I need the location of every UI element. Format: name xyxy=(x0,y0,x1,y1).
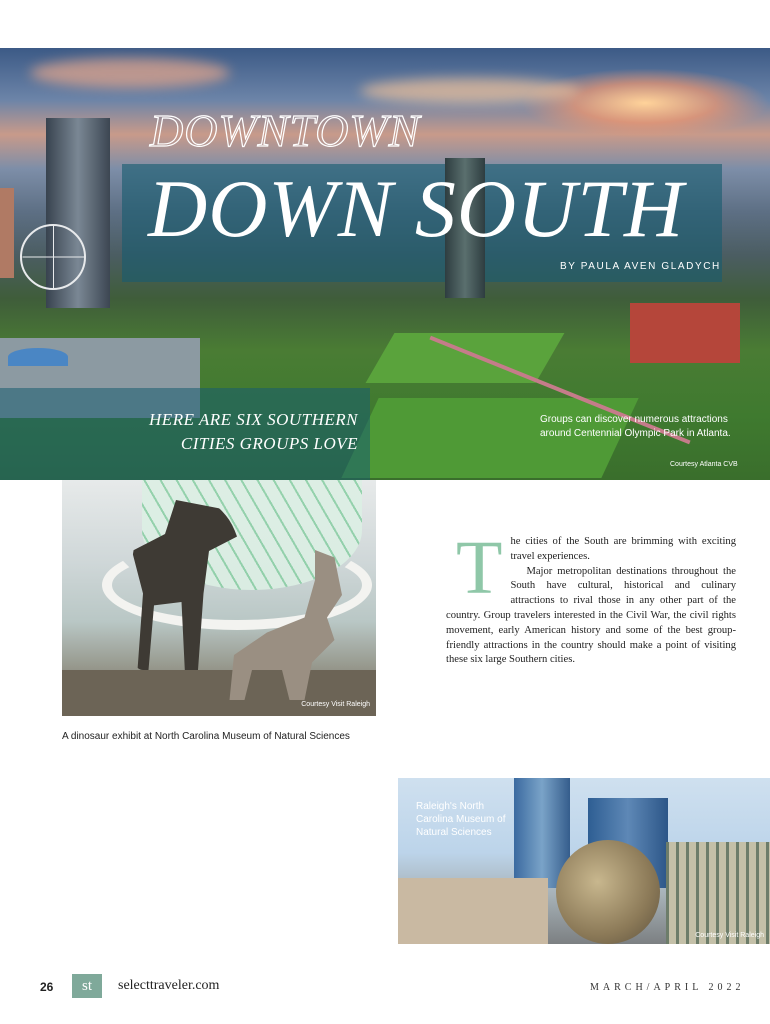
globe-sculpture xyxy=(556,840,660,944)
stone-building xyxy=(398,878,548,944)
article-body xyxy=(446,526,736,668)
dinosaur-photo-credit: Courtesy Visit Raleigh xyxy=(301,701,370,708)
park-lawn xyxy=(366,333,565,383)
byline: BY PAULA AVEN GLADYCH xyxy=(560,261,721,272)
headline-kicker: DOWNTOWN xyxy=(150,105,421,156)
headline: DOWN SOUTH xyxy=(148,163,685,254)
article-paragraph: he cities of the South are brimming with exciting travel experiences. xyxy=(510,536,736,562)
blue-dome xyxy=(8,348,68,366)
issue-date: MARCH/APRIL 2022 xyxy=(590,982,745,993)
deck: HERE ARE SIX SOUTHERN CITIES GROUPS LOVE xyxy=(149,410,358,453)
museum-building-photo xyxy=(398,778,770,944)
hero-photo xyxy=(0,48,770,480)
drop-cap: T xyxy=(456,526,503,610)
ferris-wheel xyxy=(20,224,86,290)
article-paragraph: Major metropolitan destinations throughout the South have cultural, historical and culinary attractions to rival those in any other part of the country. Group travelers interested in the Civil War, the civil rights movement, early American history and some of the best group-friendly attractions in the country should make a point of visiting these six large Southern cities. xyxy=(446,565,736,666)
dinosaur-photo xyxy=(62,480,376,716)
museum-photo-credit: Courtesy Visit Raleigh xyxy=(695,932,764,939)
hero-caption: Groups can discover numerous attractions around Centennial Olympic Park in Atlanta. xyxy=(540,414,731,439)
page-number: 26 xyxy=(40,980,54,994)
exhibit-floor xyxy=(62,670,376,716)
dinosaur-photo-caption: A dinosaur exhibit at North Carolina Museum of Natural Sciences xyxy=(62,731,350,742)
sunset-glow xyxy=(520,68,770,138)
museum-photo-caption: Raleigh's North Carolina Museum of Natural Sciences xyxy=(416,801,506,838)
cloud xyxy=(30,58,230,88)
building xyxy=(0,188,14,278)
cloud xyxy=(360,78,580,104)
website-url: selecttraveler.com xyxy=(118,978,220,993)
modern-facade xyxy=(666,842,770,944)
brick-building xyxy=(630,303,740,363)
hero-photo-credit: Courtesy Atlanta CVB xyxy=(670,461,738,468)
magazine-logo: st xyxy=(72,974,102,998)
